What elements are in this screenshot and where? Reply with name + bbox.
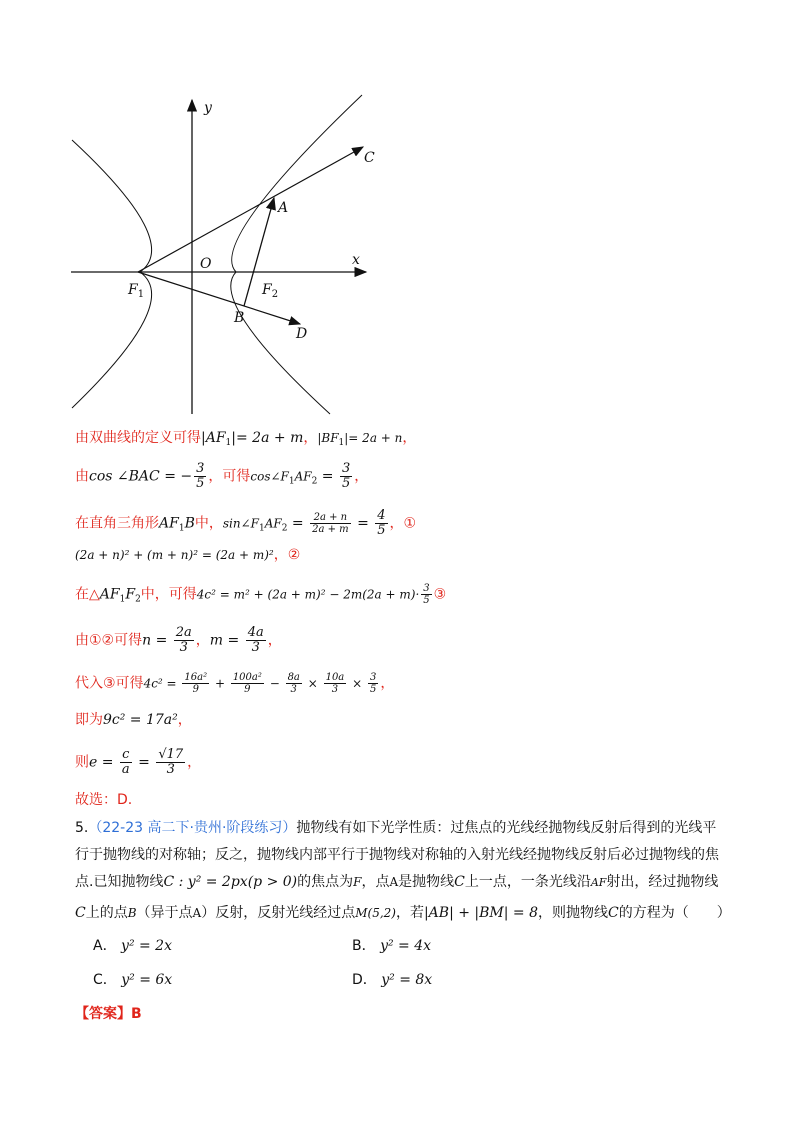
solution-line-6: 由①②可得n = $\frac{2a}{3}$ ，m = $\frac{4a}{3}$ ，	[75, 625, 282, 655]
question-line-4: C上的点B（异于点A）反射，反射光线经过点M(5,2)，若|AB| + |BM| = 8，则抛物线C的方程为（ ）	[75, 905, 731, 921]
solution-line-3: 在直角三角形$AF_1B$中，$\sin\angle F_1AF_2$ = $\frac{2a + n}{2a + m}$ = $\frac{4}{5}$ ，①	[75, 508, 417, 538]
solution-line-9: 则e = $\frac{c}{a}$ = $\frac{√17}{3}$ ，	[75, 747, 202, 777]
question-line-3: 点.已知抛物线C : y² = 2px(p > 0)的焦点为F，点A是抛物线C上一点，一条光线沿AF射出，经过抛物线	[75, 874, 719, 890]
label-x: x	[352, 252, 360, 268]
question-source: （22-23 高二下·贵州·阶段练习）	[88, 820, 297, 836]
solution-line-5: 在$\triangle AF_1F_2$中，可得4c² = m² + (2a + m)² − 2m(2a + m)· $\frac{3}{5}$ ③	[75, 583, 447, 606]
left-branch	[72, 140, 152, 408]
label-b: B	[234, 310, 245, 326]
label-y: y	[204, 100, 212, 116]
right-branch	[231, 95, 362, 414]
option-d: D． y² = 8x	[352, 972, 433, 988]
solution-conclusion: 故选：D.	[75, 792, 133, 808]
label-f2: $F_2$	[262, 282, 279, 300]
question-line-1: 5.（22-23 高二下·贵州·阶段练习）抛物线有如下光学性质：过焦点的光线经抛物线反射后得到的光线平	[75, 820, 717, 836]
answer: 【答案】B	[75, 1006, 142, 1022]
question-line-2: 行于抛物线的对称轴；反之，抛物线内部平行于抛物线对称轴的入射光线经抛物线反射后必过抛物线的焦	[75, 847, 719, 863]
solution-line-8: 即为9c² = 17a²，	[75, 712, 192, 728]
label-d: D	[296, 326, 308, 342]
hyperbola-figure	[68, 92, 378, 416]
label-a: A	[278, 200, 289, 216]
label-o: O	[200, 256, 212, 272]
label-f1: $F_1$	[128, 282, 145, 300]
ray-f1-c	[138, 147, 363, 272]
option-b: B． y² = 4x	[352, 938, 432, 954]
solution-line-7: 代入③可得4c² = $\frac{\text{16a²}}{9}$ + $\frac{\text{100a²}}{9}$ − $\frac{8a}{3}$ × $\frac{10a}{3}$ × $\frac{3}{5}$ ，	[75, 672, 395, 695]
label-c: C	[364, 150, 375, 166]
solution-line-4: (2a + n)² + (m + n)² = (2a + m)²，②	[75, 547, 301, 563]
option-a: A． y² = 2x	[93, 938, 172, 954]
option-c: C． y² = 6x	[93, 972, 173, 988]
solution-line-2: 由cos ∠BAC = − $\frac{3}{5}$ ，可得$\cos\angle F_1AF_2$ = $\frac{3}{5}$ ，	[75, 461, 369, 491]
solution-line-1: 由双曲线的定义可得$|AF_1|= 2a + m$，$|BF_1|= 2a + n$，	[75, 430, 417, 448]
